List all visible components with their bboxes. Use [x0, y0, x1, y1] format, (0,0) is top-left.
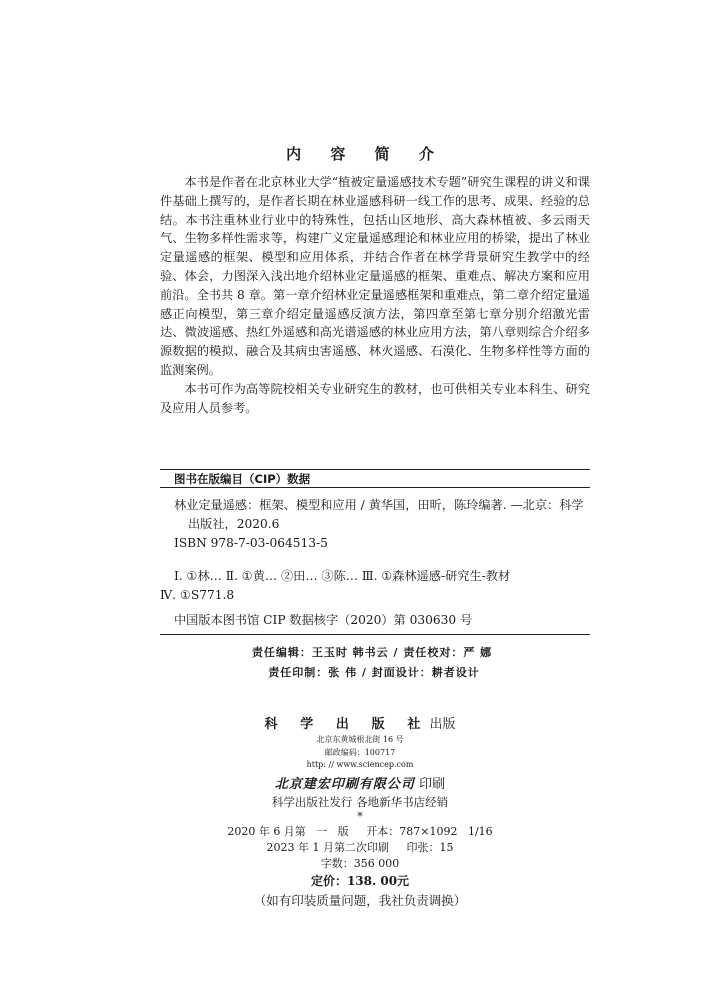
publisher-postcode: 邮政编码：100717 — [324, 748, 396, 757]
distribution-line: 科学出版社发行 各地新华书店经销 — [271, 795, 449, 809]
intro-paragraph-1: 本书是作者在北京林业大学“植被定量遥感技术专题”研究生课程的讲义和课件基础上撰写的，是作者长期在林业遥感科研一线工作的思考、成果、经验的总结。本书注重林业行业中的特殊性，包括山区地形、高大森林植被、多云雨天气、生物多样性需求等，构建广义定量遥感理论和林业应用的桥梁，提出了林业定量遥感的框架、模型和应用体系，并结合作者在林学背景研究生教学中的经验、体会，力图深入浅出地介绍林业定量遥感的框架、重难点、解决方案和应用前沿。全书共 8 章。第一章介绍林业定量遥感框架和重难点，第二章介绍定量遥感正向模型，第三章介绍定量遥感反演方法，第四章至第七章分别介绍激光雷达、微波遥感、热红外遥感和高光谱遥感的林业应用方法，第八章则综合介绍多源数据的模拟、融合及其病虫害遥感、林火遥感、石漠化、生物多样性等方面的监测案例。 — [160, 175, 590, 377]
edition-line-1: 2020 年 6 月第 一 版 开本：787×1092 1/16 — [227, 825, 493, 838]
cip-bottom-rule — [160, 634, 590, 635]
intro-paragraph-2: 本书可作为高等院校相关专业研究生的教材，也可供相关专业本科生、研究及应用人员参考。 — [160, 381, 590, 415]
publisher-address: 北京东黄城根北街 16 号 — [316, 735, 404, 744]
price: 定价：138. 00元 — [310, 874, 410, 888]
intro-text — [160, 173, 590, 417]
publisher-suffix: 出版 — [429, 717, 456, 732]
credits-editors: 责任编辑：王玉时 韩书云 / 责任校对：严 娜 — [251, 646, 493, 659]
cip-isbn: ISBN 978-7-03-064513-5 — [174, 536, 328, 550]
credits-print-cover: 责任印制：张 伟 / 封面设计：耕者设计 — [268, 666, 480, 679]
edition-line-2: 2023 年 1 月第二次印刷 印张：15 — [266, 841, 454, 854]
cip-approval: 中国版本图书馆 CIP 数据核字（2020）第 030630 号 — [174, 613, 473, 627]
publisher-name: 科 学 出 版 社 — [264, 717, 430, 732]
section-title: 内 容 简 介 — [286, 145, 446, 163]
printer-name: 北京建宏印刷有限公司 — [274, 777, 415, 792]
cip-heading-rule — [160, 487, 590, 488]
cip-heading: 图书在版编目（CIP）数据 — [174, 472, 311, 486]
word-count: 字数：356 000 — [320, 857, 400, 870]
publisher-line — [0, 713, 720, 732]
printer-suffix: 印刷 — [419, 777, 446, 792]
cip-top-rule — [160, 469, 590, 470]
publisher-url: http: // www.sciencep.com — [306, 760, 414, 769]
cip-block — [160, 496, 590, 630]
cip-entry: 林业定量遥感：框架、模型和应用 / 黄华国，田昕，陈玲编著. —北京：科学出版社，2020.6 — [174, 498, 584, 531]
quality-note: （如有印装质量问题，我社负责调换） — [253, 893, 467, 908]
cip-classification-1: Ⅰ. ①林… Ⅱ. ①黄… ②田… ③陈… Ⅲ. ①森林遥感-研究生-教材 — [174, 569, 511, 583]
printer-line — [0, 773, 720, 792]
separator-star: * — [357, 810, 363, 823]
cip-classification-2: Ⅳ. ①S771.8 — [160, 588, 235, 602]
